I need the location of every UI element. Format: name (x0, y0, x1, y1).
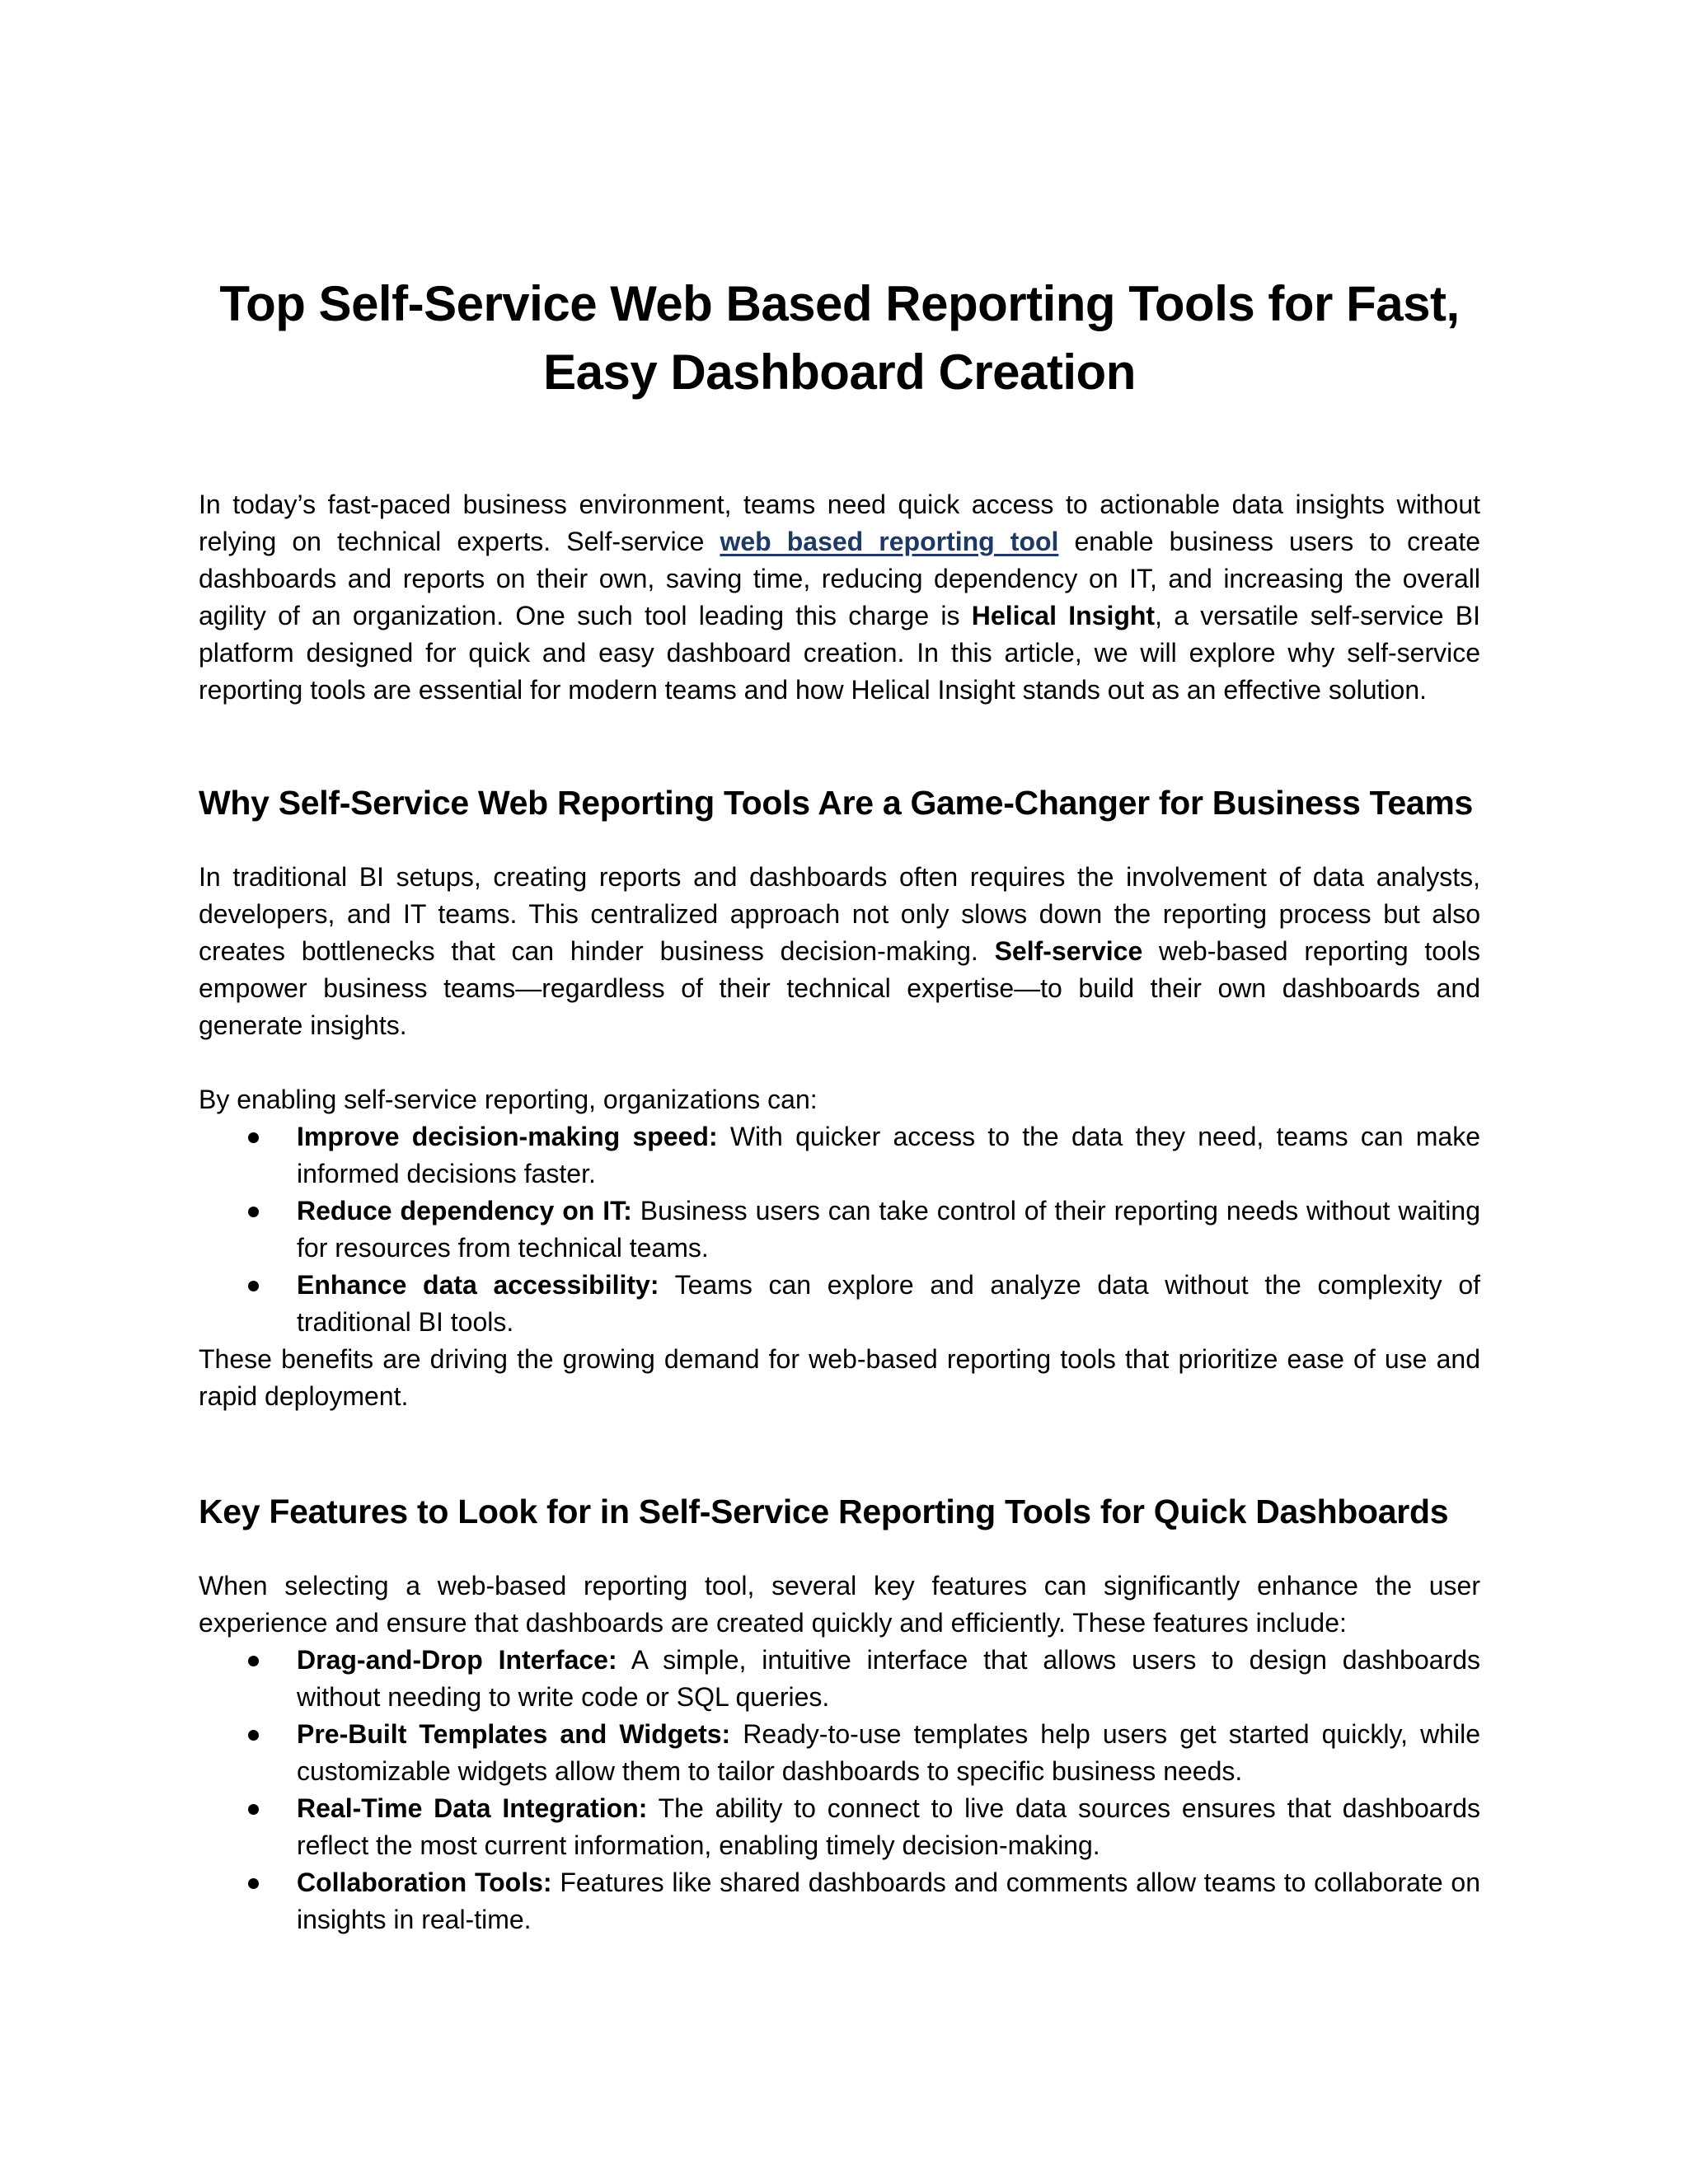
page-title-line-1: Top Self-Service Web Based Reporting Tools for Fast, (219, 276, 1460, 331)
benefits-list (199, 1118, 1480, 1341)
list-item-text: The ability to connect to live data sources ensures that dashboards reflect the most current information, enabling timely decision-making. (297, 1793, 1481, 1860)
list-item-label: Improve decision-making speed: (297, 1122, 718, 1151)
list-item-text: Business users can take control of their reporting needs without waiting for resources from technical teams. (297, 1196, 1481, 1263)
bullet-icon (248, 1804, 259, 1815)
list-item-text: Teams can explore and analyze data without the complexity of traditional BI tools. (297, 1270, 1481, 1337)
list-item (199, 1267, 1480, 1341)
web-based-reporting-tool-link[interactable]: web based reporting tool (720, 527, 1059, 556)
bullet-icon (248, 1207, 259, 1217)
list-item (199, 1790, 1480, 1864)
list-item-text: With quicker access to the data they need, teams can make informed decisions faster. (297, 1122, 1481, 1188)
section-heading-key-features: Key Features to Look for in Self-Service Reporting Tools for Quick Dashboards (199, 1493, 1449, 1530)
self-service-bold: Self-service (994, 936, 1143, 966)
list-item-label: Collaboration Tools: (297, 1868, 552, 1897)
list-item (199, 1642, 1480, 1716)
bullet-icon (248, 1656, 259, 1666)
list-item (199, 1118, 1480, 1193)
list-item (199, 1716, 1480, 1790)
intro-text-start: In today’s fast-paced business environment, teams need quick access to actionable data insights without relying on technical experts. Self-service (199, 490, 1480, 556)
section1-lead: By enabling self-service reporting, organizations can: (199, 1085, 818, 1114)
list-item-label: Pre-Built Templates and Widgets: (297, 1719, 731, 1749)
list-item-text: A simple, intuitive interface that allows users to design dashboards without needing to write code or SQL queries. (297, 1645, 1481, 1712)
helical-insight-bold: Helical Insight (971, 601, 1156, 630)
section2-lead: When selecting a web-based reporting tool, several key features can significantly enhance the user experience and ensure that dashboards are created quickly and efficiently. These features include: (199, 1571, 1480, 1638)
section1-closing: These benefits are driving the growing demand for web-based reporting tools that prioritize ease of use and rapid deployment. (199, 1344, 1480, 1411)
section1-text-end: web-based reporting tools empower business teams—regardless of their technical expertise—to build their own dashboards and generate insights. (199, 936, 1481, 1040)
intro-text-end: , a versatile self-service BI platform designed for quick and easy dashboard creation. In this article, we will explore why self-service reporting tools are essential for modern teams and how Helical Insight stands out as an effective solution. (199, 601, 1481, 705)
features-list (199, 1642, 1480, 1938)
list-item-label: Enhance data accessibility: (297, 1270, 659, 1300)
list-item (199, 1193, 1480, 1267)
list-item-label: Drag-and-Drop Interface: (297, 1645, 617, 1675)
bullet-icon (248, 1730, 259, 1741)
intro-text-middle: enable business users to create dashboards and reports on their own, saving time, reducing dependency on IT, and increasing the overall agility of an organization. One such tool leading this charge is (199, 527, 1481, 630)
section-heading-game-changer: Why Self-Service Web Reporting Tools Are a Game-Changer for Business Teams (199, 784, 1474, 822)
section1-paragraph (199, 859, 1480, 1044)
bullet-icon (248, 1878, 259, 1889)
page-title-line-2: Easy Dashboard Creation (543, 344, 1136, 400)
document-body (199, 269, 1480, 1938)
list-item-text: Ready-to-use templates help users get started quickly, while customizable widgets allow them to tailor dashboards to specific business needs. (297, 1719, 1481, 1786)
list-item-label: Reduce dependency on IT: (297, 1196, 632, 1226)
list-item-label: Real-Time Data Integration: (297, 1793, 648, 1823)
page-title (199, 269, 1480, 406)
bullet-icon (248, 1281, 259, 1291)
section1-text-start: In traditional BI setups, creating reports and dashboards often requires the involvement of data analysts, developers, and IT teams. This centralized approach not only slows down the reporting process but also creates bottlenecks that can hinder business decision-making. (199, 862, 1480, 966)
list-item-text: Features like shared dashboards and comments allow teams to collaborate on insights in real-time. (297, 1868, 1481, 1934)
list-item (199, 1864, 1480, 1938)
bullet-icon (248, 1132, 259, 1143)
intro-paragraph (199, 486, 1480, 709)
